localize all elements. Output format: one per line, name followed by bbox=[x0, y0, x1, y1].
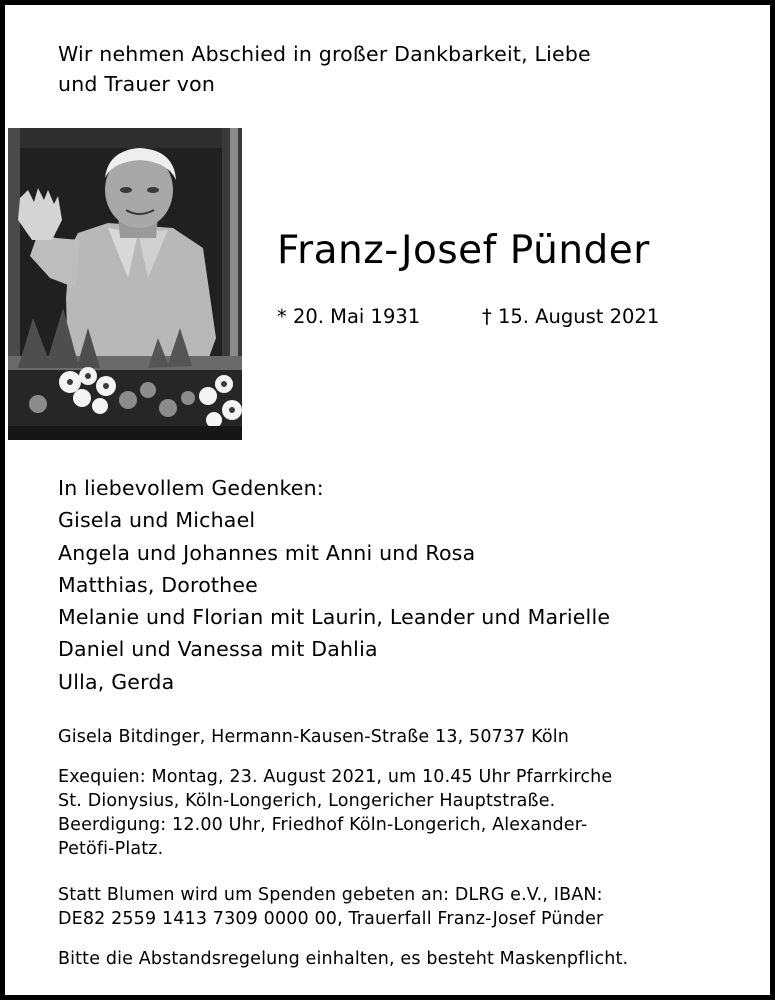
mourner-line: Daniel und Vanessa mit Dahlia bbox=[58, 637, 378, 662]
intro-text bbox=[58, 39, 748, 99]
ceremony-details bbox=[58, 765, 758, 861]
deceased-name: Franz-Josef Pünder bbox=[277, 228, 650, 273]
donation-line: DE82 2559 1413 7309 0000 00, Trauerfall Franz-Josef Pünder bbox=[58, 909, 604, 929]
donation-line: Statt Blumen wird um Spenden gebeten an: DLRG e.V., IBAN: bbox=[58, 885, 603, 905]
distancing-notice bbox=[58, 947, 758, 971]
contact-address bbox=[58, 725, 758, 749]
mourner-line: Gisela und Michael bbox=[58, 508, 256, 533]
intro-line: Wir nehmen Abschied in großer Dankbarkeit, Liebe bbox=[58, 42, 591, 66]
donation-request bbox=[58, 883, 758, 931]
ceremony-line: St. Dionysius, Köln-Longerich, Longericher Hauptstraße. bbox=[58, 791, 556, 811]
birth-date: * 20. Mai 1931 bbox=[277, 305, 421, 328]
portrait-photo bbox=[8, 128, 242, 440]
life-dates bbox=[277, 303, 660, 331]
mourner-line: Melanie und Florian mit Laurin, Leander und Marielle bbox=[58, 605, 611, 630]
ceremony-line: Exequien: Montag, 23. August 2021, um 10.45 Uhr Pfarrkirche bbox=[58, 767, 613, 787]
ceremony-line: Petöfi-Platz. bbox=[58, 839, 164, 859]
address-line: Gisela Bitdinger, Hermann-Kausen-Straße 13, 50737 Köln bbox=[58, 727, 570, 747]
mourner-line: Matthias, Dorothee bbox=[58, 572, 258, 597]
mourners-heading: In liebevollem Gedenken: bbox=[58, 476, 324, 500]
death-date: † 15. August 2021 bbox=[482, 305, 660, 328]
ceremony-line: Beerdigung: 12.00 Uhr, Friedhof Köln-Longerich, Alexander- bbox=[58, 815, 588, 835]
mourner-line: Ulla, Gerda bbox=[58, 669, 175, 694]
intro-line: und Trauer von bbox=[58, 72, 216, 96]
mourners-list bbox=[58, 472, 758, 698]
mourner-line: Angela und Johannes mit Anni und Rosa bbox=[58, 540, 476, 565]
notice-line: Bitte die Abstandsregelung einhalten, es besteht Maskenpflicht. bbox=[58, 949, 629, 969]
